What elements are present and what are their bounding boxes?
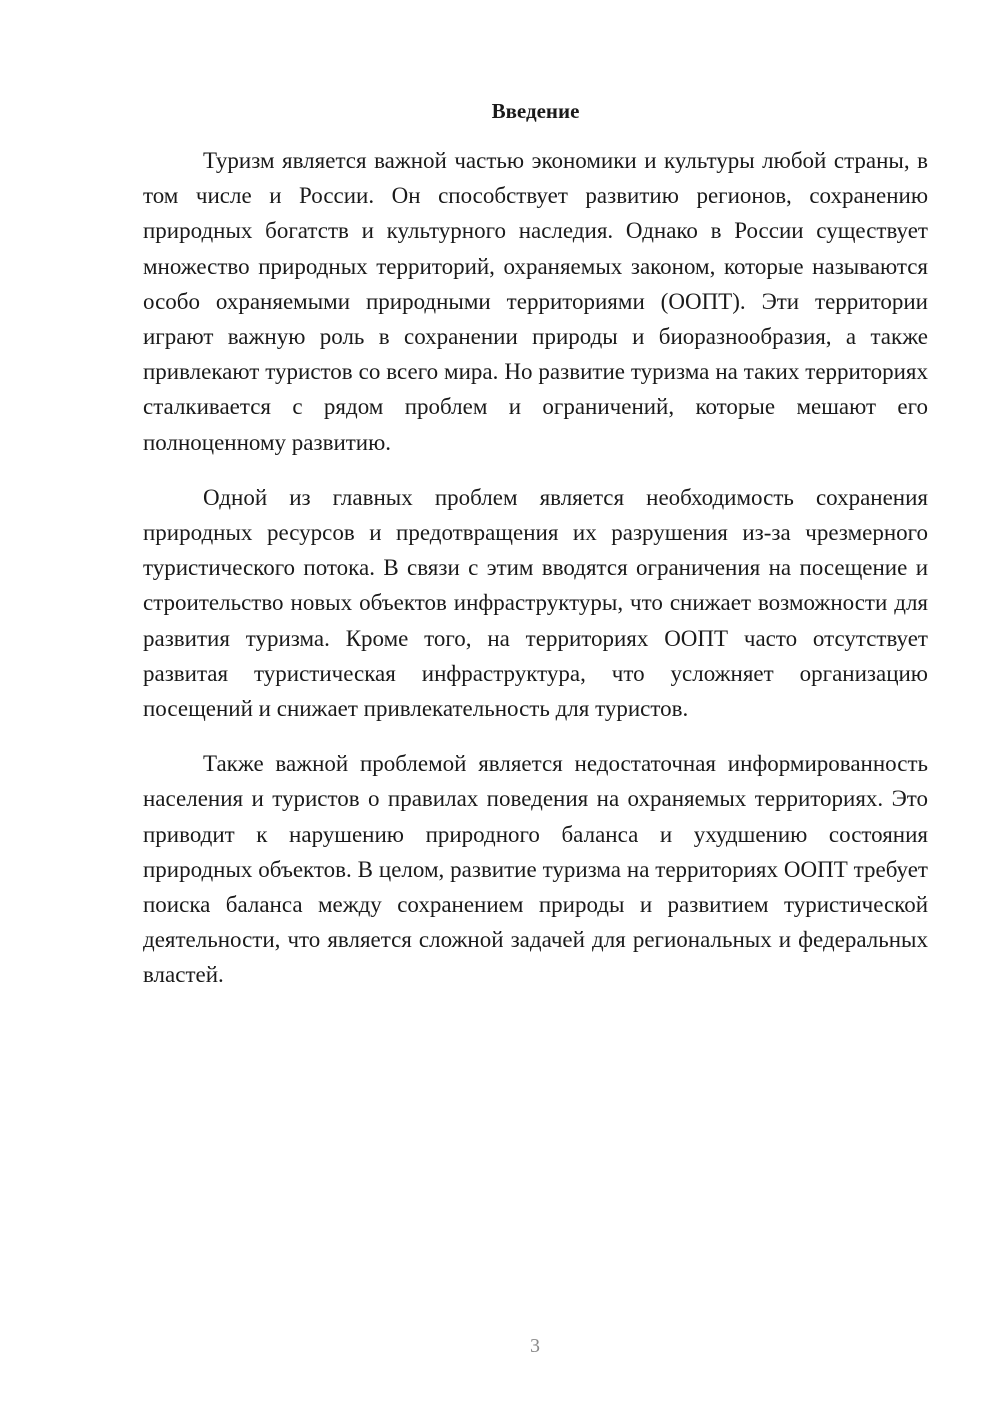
document-body [143, 143, 928, 1013]
paragraph-1: Туризм является важной частью экономики и культуры любой страны, в том числе и России. Он способствует развитию регионов, сохранению природных богатств и культурного наследия. Однако в России существует множество природных территорий, охраняемых законом, которые называются особо охраняемыми природными территориями (ООПТ). Эти территории играют важную роль в сохранении природы и биоразнообразия, а также привлекают туристов со всего мира. Но развитие туризма на таких территориях сталкивается с рядом проблем и ограничений, которые мешают его полноценному развитию. [143, 148, 928, 455]
page-title: Введение [491, 99, 580, 123]
paragraph-3: Также важной проблемой является недостаточная информированность населения и туристов о правилах поведения на охраняемых территориях. Это приводит к нарушению природного баланса и ухудшению состояния природных объектов. В целом, развитие туризма на территориях ООПТ требует поиска баланса между сохранением природы и развитием туристической деятельности, что является сложной задачей для региональных и федеральных властей. [143, 751, 928, 988]
page-number: 3 [530, 1335, 540, 1357]
paragraph-2: Одной из главных проблем является необходимость сохранения природных ресурсов и предотвращения их разрушения из-за чрезмерного туристического потока. В связи с этим вводятся ограничения на посещение и строительство новых объектов инфраструктуры, что снижает возможности для развития туризма. Кроме того, на территориях ООПТ часто отсутствует развитая туристическая инфраструктура, что усложняет организацию посещений и снижает привлекательность для туристов. [143, 484, 928, 722]
